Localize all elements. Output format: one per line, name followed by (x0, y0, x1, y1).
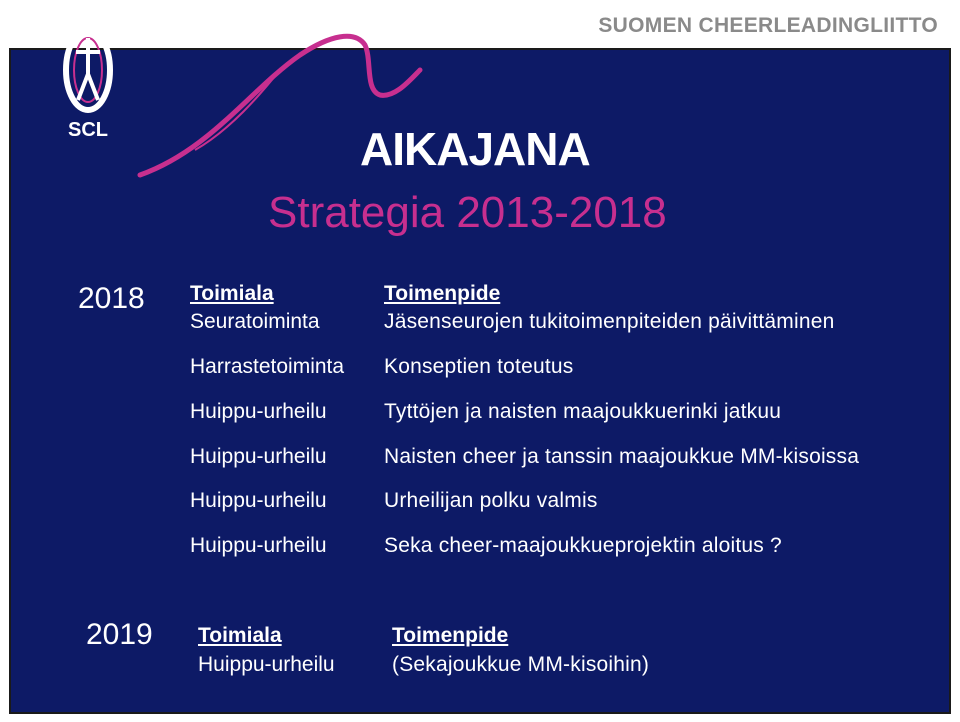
col-header-toimiala-2018: Toimiala (190, 282, 274, 305)
header-bar (0, 0, 960, 50)
page-subtitle: Strategia 2013-2018 (268, 188, 667, 237)
row-toimenpide: Tyttöjen ja naisten maajoukkuerinki jatkuu (384, 400, 782, 423)
row-toimiala: Harrastetoiminta (190, 355, 345, 378)
row-toimenpide: Urheilijan polku valmis (384, 489, 598, 512)
scl-logo-icon (48, 12, 128, 142)
row-toimenpide: Konseptien toteutus (384, 355, 574, 378)
row-toimiala: Huippu-urheilu (190, 445, 327, 468)
row-toimiala: Huippu-urheilu (190, 489, 327, 512)
row-toimenpide: Seka cheer-maajoukkueprojektin aloitus ? (384, 534, 782, 557)
year-2019: 2019 (86, 618, 153, 651)
row-toimenpide: Jäsenseurojen tukitoimenpiteiden päivittäminen (384, 310, 835, 333)
page-title: AIKAJANA (360, 123, 590, 175)
row-toimenpide: Naisten cheer ja tanssin maajoukkue MM-kisoissa (384, 445, 860, 468)
row-toimenpide: (Sekajoukkue MM-kisoihin) (392, 653, 650, 676)
row-toimiala: Huippu-urheilu (190, 534, 327, 557)
row-toimiala: Huippu-urheilu (190, 400, 327, 423)
row-toimiala: Huippu-urheilu (198, 653, 335, 676)
col-header-toimenpide-2018: Toimenpide (384, 282, 501, 305)
logo-text: SCL (68, 119, 108, 141)
col-header-toimiala-2019: Toimiala (198, 624, 282, 647)
year-2018: 2018 (78, 282, 145, 315)
row-toimiala: Seuratoiminta (190, 310, 320, 333)
col-header-toimenpide-2019: Toimenpide (392, 624, 509, 647)
org-name: SUOMEN CHEERLEADINGLIITTO (598, 14, 938, 37)
